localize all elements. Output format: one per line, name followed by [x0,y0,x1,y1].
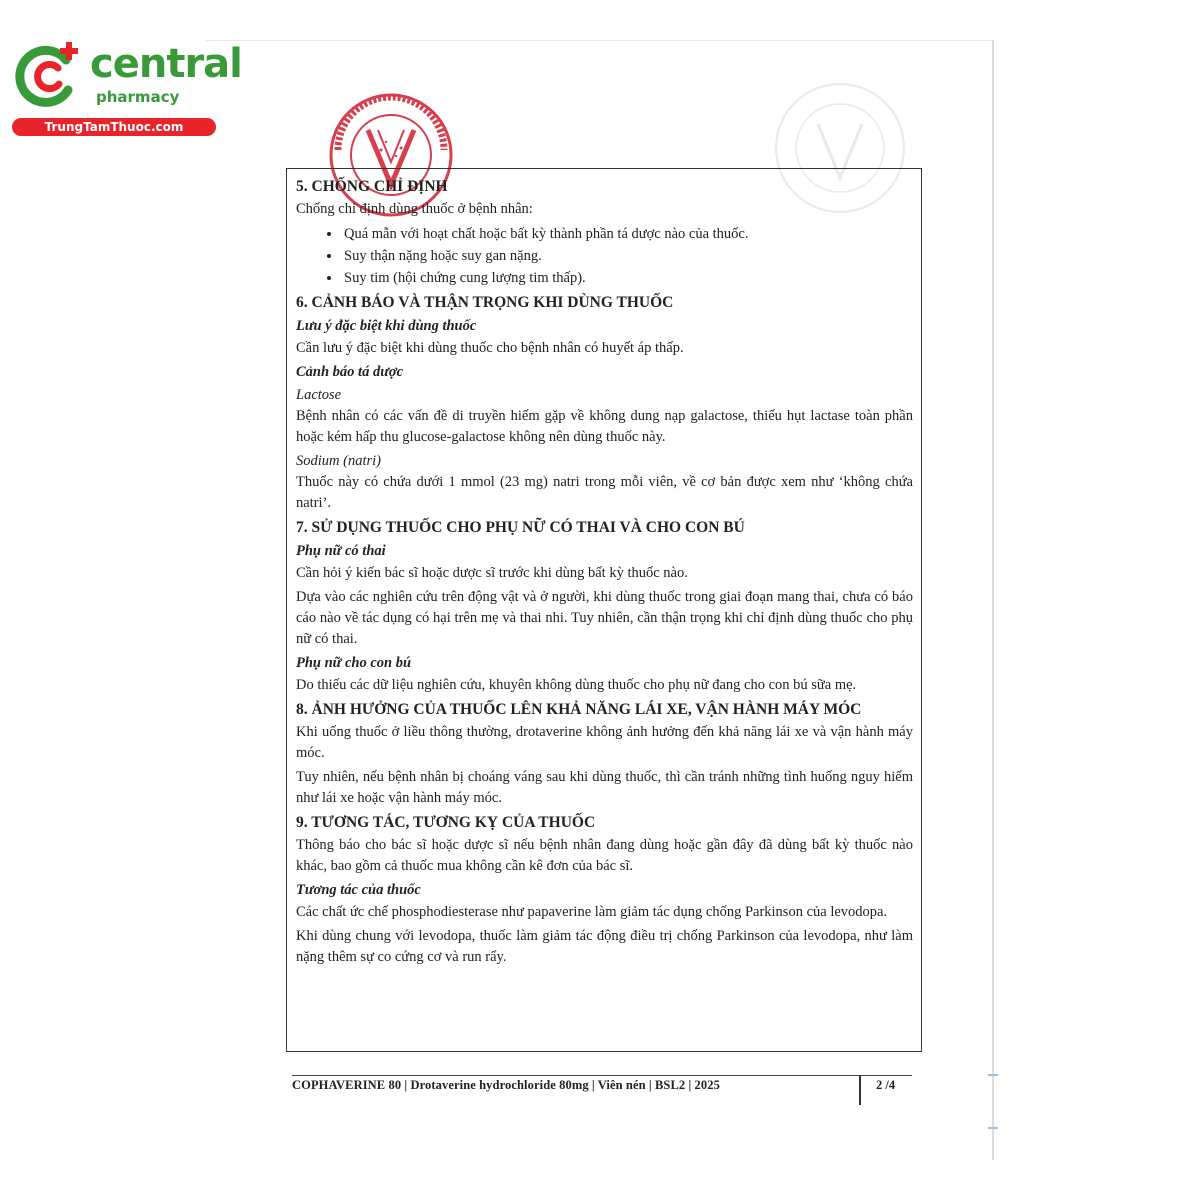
list-item: • Suy thận nặng hoặc suy gan nặng. [342,245,913,267]
subsection-heading: Lưu ý đặc biệt khi dùng thuốc [296,318,477,334]
paragraph: Cần lưu ý đặc biệt khi dùng thuốc cho bệnh nhân có huyết áp thấp. [296,340,684,356]
excipient-label: Sodium (natri) [296,453,381,469]
page-edge-top [206,40,994,41]
page-number: 2 /4 [876,1078,896,1092]
paragraph: Khi uống thuốc ở liều thông thường, drotaverine không ảnh hưởng đến khả năng lái xe và vận hành máy móc. [296,724,913,761]
footer-product-info: COPHAVERINE 80 | Drotaverine hydrochloride 80mg | Viên nén | BSL2 | 2025 [292,1078,720,1092]
subsection-heading: Tương tác của thuốc [296,882,421,898]
scan-mark [988,1127,998,1129]
section-heading: 9. TƯƠNG TÁC, TƯƠNG KỴ CỦA THUỐC [296,814,596,831]
paragraph: Bệnh nhân có các vấn đề di truyền hiếm gặp về không dung nạp galactose, thiếu hụt lactase toàn phần hoặc kém hấp thu glucose-galactose không nên dùng thuốc này. [296,408,913,445]
excipient-label: Lactose [296,387,342,403]
brand-logo[interactable] [8,36,242,136]
paragraph: Do thiếu các dữ liệu nghiên cứu, khuyên không dùng thuốc cho phụ nữ đang cho con bú sữa mẹ. [296,677,857,693]
brand-name: central [90,41,242,87]
paragraph: Chống chỉ định dùng thuốc ở bệnh nhân: [296,201,533,217]
leaflet-content [286,168,922,1052]
brand-subtitle: pharmacy [96,88,180,106]
footer-rule [292,1075,912,1076]
section-heading: 8. ẢNH HƯỞNG CỦA THUỐC LÊN KHẢ NĂNG LÁI XE, VẬN HÀNH MÁY MÓC [296,701,862,718]
subsection-heading: Phụ nữ cho con bú [296,655,412,671]
bullet-list [296,223,913,289]
list-item: • Suy tim (hội chứng cung lượng tim thấp). [342,267,913,289]
brand-url: TrungTamThuoc.com [12,118,216,136]
scan-mark [988,1074,998,1076]
paragraph: Cần hỏi ý kiến bác sĩ hoặc dược sĩ trước khi dùng bất kỳ thuốc nào. [296,565,688,581]
paragraph: Khi dùng chung với levodopa, thuốc làm giảm tác động điều trị chống Parkinson của levodopa, như làm nặng thêm sự co cứng cơ và run rẩy. [296,928,913,965]
subsection-heading: Phụ nữ có thai [296,543,386,559]
paragraph: Thuốc này có chứa dưới 1 mmol (23 mg) natri trong mỗi viên, về cơ bản được xem như ‘không chứa natri’. [296,474,913,511]
page-footer [292,1075,912,1105]
list-item: • Quá mẫn với hoạt chất hoặc bất kỳ thành phần tá dược nào của thuốc. [342,223,913,245]
subsection-heading: Cảnh báo tá dược [296,364,404,380]
paragraph: Dựa vào các nghiên cứu trên động vật và ở người, khi dùng thuốc trong giai đoạn mang thai, chưa có báo cáo nào về tác dụng có hại trên mẹ và thai nhi. Tuy nhiên, cần thận trọng khi chỉ định dùng thuốc cho phụ nữ có thai. [296,589,913,647]
pharmacy-cross-logo-icon [14,40,84,110]
section-heading: 6. CẢNH BÁO VÀ THẬN TRỌNG KHI DÙNG THUỐC [296,294,674,311]
page-edge-right [992,40,994,1160]
paragraph: Các chất ức chế phosphodiesterase như papaverine làm giảm tác dụng chống Parkinson của levodopa. [296,904,888,920]
footer-divider [859,1075,861,1105]
paragraph: Thông báo cho bác sĩ hoặc dược sĩ nếu bệnh nhân đang dùng hoặc gần đây đã dùng bất kỳ thuốc nào khác, bao gồm cả thuốc mua không cần kê đơn của bác sĩ. [296,837,913,874]
section-heading: 5. CHỐNG CHỈ ĐỊNH [296,178,448,195]
section-heading: 7. SỬ DỤNG THUỐC CHO PHỤ NỮ CÓ THAI VÀ CHO CON BÚ [296,519,745,536]
paragraph: Tuy nhiên, nếu bệnh nhân bị choáng váng sau khi dùng thuốc, thì cần tránh những tình huống nguy hiểm như lái xe hoặc vận hành máy móc. [296,769,913,806]
